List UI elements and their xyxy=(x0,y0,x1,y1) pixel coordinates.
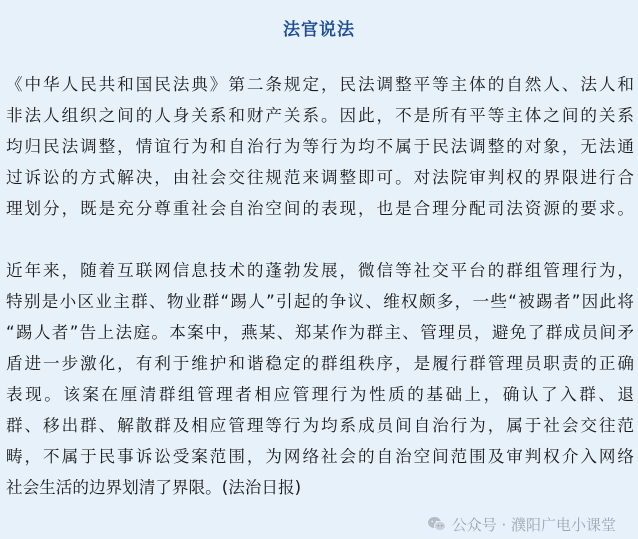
paragraph-2-line-8: 社会生活的边界划清了界限。(法治日报) xyxy=(6,478,302,497)
paragraph-2-line-3: “踢人者”告上法庭。本案中，燕某、郑某作为群主、管理员，避免了群成员间矛 xyxy=(6,323,634,342)
paragraph-2-line-4: 盾进一步激化，有利于维护和谐稳定的群组秩序，是履行群管理员职责的正确 xyxy=(6,354,634,373)
article-title: 法官说法 xyxy=(283,20,355,40)
paragraph-1-line-4: 过诉讼的方式解决，由社会交往规范来调整即可。对法院审判权的界限进行合 xyxy=(6,168,634,187)
paragraph-1-line-3: 均归民法调整，情谊行为和自治行为等行为均不属于民法调整的对象，无法通 xyxy=(6,137,634,156)
paragraph-1-line-1: 《中华人民共和国民法典》第二条规定，民法调整平等主体的自然人、法人和 xyxy=(6,75,634,94)
paragraph-2-line-6: 群、移出群、解散群及相应管理等行为均系成员间自治行为，属于社会交往范 xyxy=(6,416,634,435)
paragraph-2-line-5: 表现。该案在厘清群组管理者相应管理行为性质的基础上，确认了入群、退 xyxy=(6,385,634,404)
paragraph-1-line-5: 理划分，既是充分尊重社会自治空间的表现，也是合理分配司法资源的要求。 xyxy=(6,199,634,218)
paragraph-2-line-2: 特别是小区业主群、物业群“踢人”引起的争议、维权颇多，一些“被踢者”因此将 xyxy=(6,292,634,311)
paragraph-2-line-7: 畴，不属于民事诉讼受案范围，为网络社会的自治空间范围及审判权介入网络 xyxy=(6,447,634,466)
wechat-icon xyxy=(427,516,447,532)
paragraph-1-line-2: 非法人组织之间的人身关系和财产关系。因此，不是所有平等主体之间的关系 xyxy=(6,106,634,125)
watermark-text: 公众号 · 濮阳广电小课堂 xyxy=(451,515,616,534)
paragraph-2-line-1: 近年来，随着互联网信息技术的蓬勃发展，微信等社交平台的群组管理行为， xyxy=(6,261,634,280)
wechat-watermark xyxy=(423,513,616,535)
